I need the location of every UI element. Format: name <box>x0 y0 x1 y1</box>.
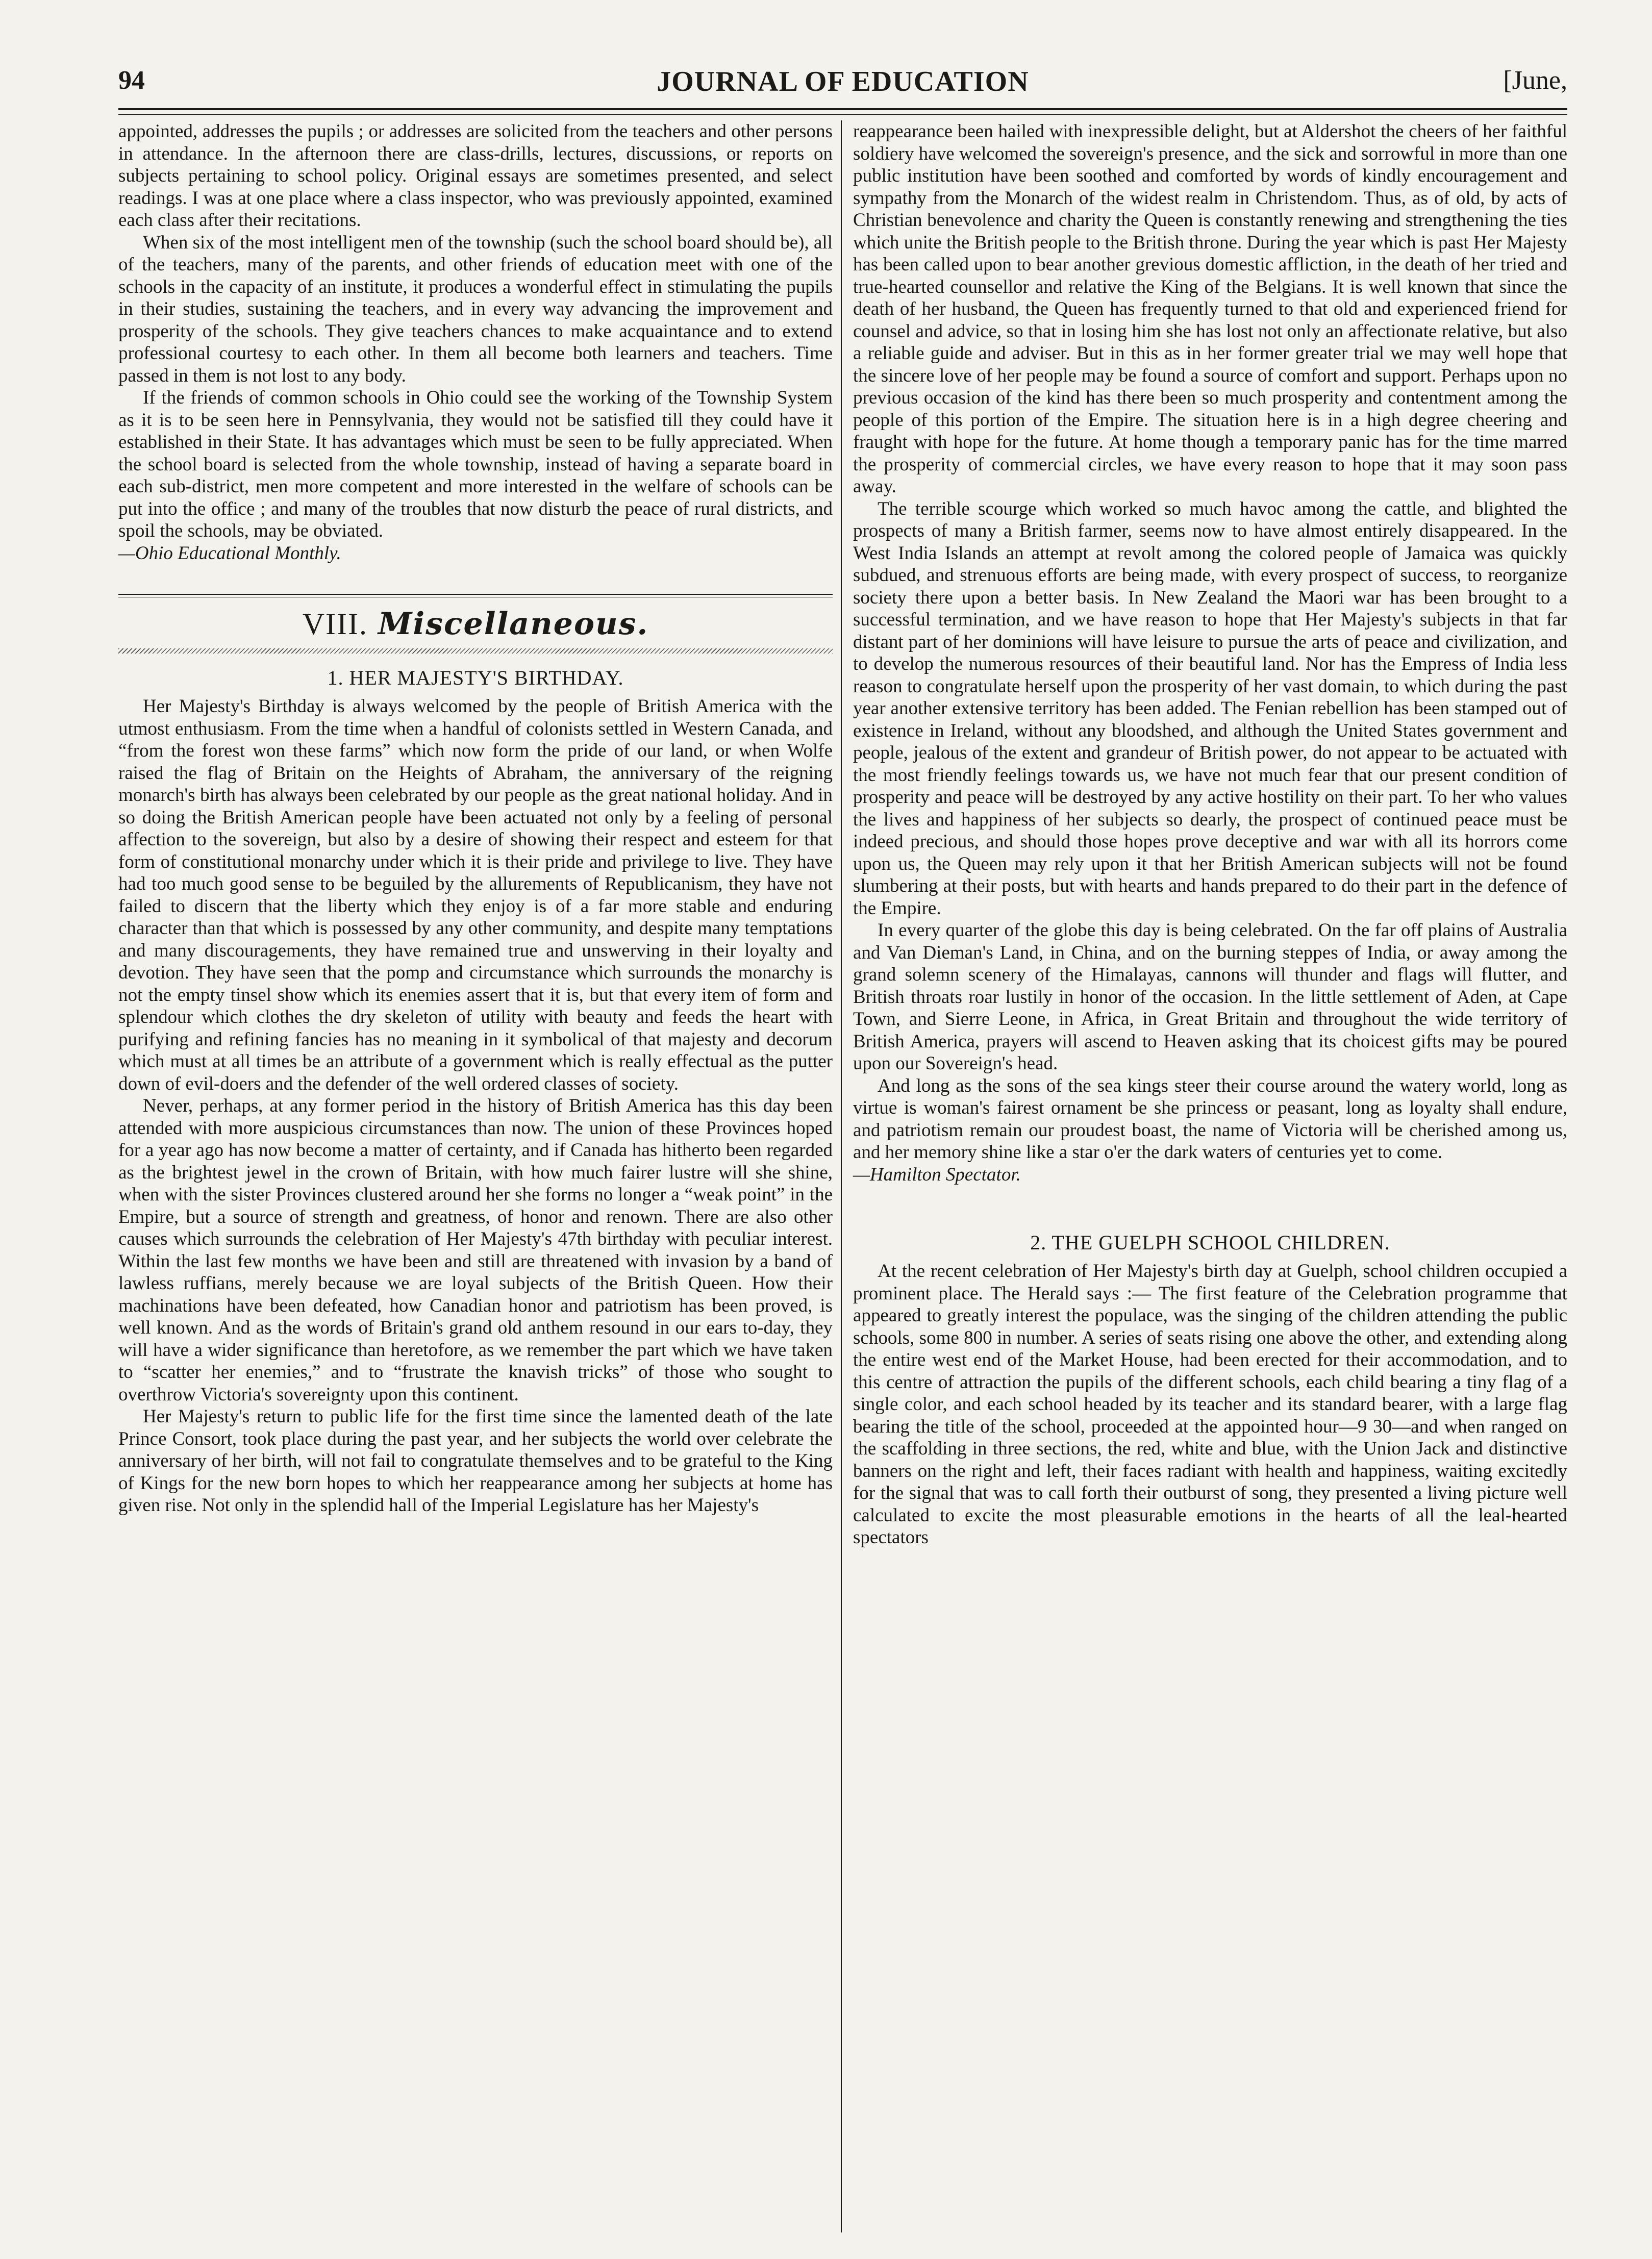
article-paragraph: Her Majesty's Birthday is always welcomed by the people of British America with the utmost enthusiasm. From the time when a handful of colonists settled in Western Canada, and “from the forest won these farms” which now form the pride of our land, or when Wolfe raised the flag of Britain on the Heights of Abraham, the anniversary of the reigning monarch's birth has always been celebrated by our people as the great national holiday. And in so doing the British American people have been actuated not only by a feeling of personal affection to the sovereign, but also by a desire of showing their respect and esteem for that form of constitutional monarchy under which it is their pride and privilege to live. They have had too much good sense to be beguiled by the allurements of Republicanism, they have not failed to discern that the liberty which they enjoy is of a far more stable and enduring character than that which is possessed by any other community, and despite many temptations and many discouragements, they have remained true and unswerving in their loyalty and devotion. They have seen that the pomp and circumstance which surrounds the monarchy is not the empty tinsel show which its enemies assert that it is, but that every item of form and splendour which clothes the dry skeleton of utility with beauty and feeds the heart with purifying and refining fancies has no meaning in it symbolical of that majesty and decorum which must at all times be an attribute of a government which is really effectual as the putter down of evil-doers and the defender of the well ordered classes of society. <box>118 696 833 1094</box>
right-column <box>853 120 1567 1549</box>
section-rule-top <box>118 594 833 595</box>
section-rule-wavy <box>118 648 833 654</box>
article-gap <box>853 1186 1567 1225</box>
article-paragraph: The terrible scourge which worked so much havoc among the cattle, and blighted the prospects of many a British farmer, seems now to have almost entirely disappeared. In the West India Islands an attempt at revolt among the colored people of Jamaica was quickly subdued, and strenuous efforts are being made, with every prospect of success, to reorganize society there upon a better basis. In New Zealand the Maori war has been brought to a successful termination, and we have reason to hope that Her Majesty's subjects in that far distant part of her dominions will have leisure to pursue the arts of peace and civilization, and to develop the numerous resources of their beautiful land. Nor has the Empress of India less reason to congratulate herself upon the prosperity of her vast domain, to which during the past year another extensive territory has been added. The Fenian rebellion has been stamped out of existence in Ireland, without any bloodshed, and although the United States government and people, jealous of the extent and grandeur of British power, do not appear to be actuated with the most friendly feelings towards us, we have not much fear that our present condition of prosperity and peace will be destroyed by any active hostility on their part. To her who values the lives and happiness of her subjects so dearly, the prospect of continued peace must be indeed precious, and should those hopes prove deceptive and war with all its horrors come upon us, the Queen may rely upon it that her British American subjects will not be found slumbering at their posts, but with hearts and hands prepared to do their part in the defence of the Empire. <box>853 498 1567 919</box>
intro-paragraph: If the friends of common schools in Ohio could see the working of the Township System as it is to be seen here in Pennsylvania, they would not be satisfied till they could have it established in their State. It has advantages which must be seen to be fully appreciated. When the school board is selected from the whole township, instead of having a separate board in each sub-district, men more competent and more interested in the welfare of schools can be put into the office ; and many of the troubles that now disturb the peace of rural districts, and spoil the schools, may be obviated. <box>118 387 833 541</box>
header-rule-thin <box>118 114 1567 115</box>
article-paragraph: At the recent celebration of Her Majesty's birth day at Guelph, school children occupied a prominent place. The Herald says :— The first feature of the Celebration programme that appeared to greatly interest the populace, was the singing of the children attending the public schools, some 800 in number. A series of seats rising one above the other, and extending along the entire west end of the Market House, had been erected for their accommodation, and to this centre of attraction the pupils of the different schools, each child bearing a tiny flag of a single color, and each school headed by its teacher and its standard bearer, with a large flag bearing the title of the school, proceeded at the appointed hour—9 30—and when ranged on the scaffolding in three sections, the red, white and blue, with the Union Jack and distinctive banners on the right and left, their faces radiant with health and happiness, waiting excitedly for the signal that was to call forth their outburst of song, they presented a living picture well calculated to excite the most pleasurable emotions in the hearts of all the leal-hearted spectators <box>853 1261 1567 1548</box>
intro-paragraph: appointed, addresses the pupils ; or addresses are solicited from the teachers and other persons in attendance. In the afternoon there are class-drills, lectures, discussions, or reports on subjects pertaining to school policy. Original essays are sometimes presented, and select readings. I was at one place where a class inspector, who was previously appointed, examined each class after their recitations. <box>118 121 833 231</box>
journal-title: JOURNAL OF EDUCATION <box>657 66 1029 97</box>
section-heading <box>118 604 833 644</box>
article-source: —Hamilton Spectator. <box>853 1164 1021 1185</box>
column-divider <box>841 120 842 2232</box>
section-title: Miscellaneous. <box>378 606 649 642</box>
section-number: VIII. <box>302 607 368 641</box>
article-paragraph: In every quarter of the globe this day is being celebrated. On the far off plains of Australia and Van Dieman's Land, in China, and on the burning steppes of India, or away among the grand solemn scenery of the Himalayas, cannons will thunder and flags will flutter, and British throats roar lustily in honor of the occasion. In the little settlement of Aden, at Cape Town, and Sierre Leone, in Africa, in Great Britain and throughout the wide territory of British America, prayers will ascend to Heaven asking that its choicest gifts may be poured upon our Sovereign's head. <box>853 920 1567 1074</box>
left-column <box>118 120 833 1517</box>
running-head <box>118 65 1567 106</box>
article-paragraph: reappearance been hailed with inexpressible delight, but at Aldershot the cheers of her faithful soldiery have welcomed the sovereign's presence, and the sick and sorrowful in more than one public institution have been soothed and comforted by words of kindly encouragement and sympathy from the Monarch of the widest realm in Christendom. Thus, as of old, by acts of Christian benevolence and charity the Queen is constantly renewing and strengthening the ties which unite the British people to the British throne. During the year which is past Her Majesty has been called upon to bear another grevious domestic affliction, in the death of her tried and true-hearted counsellor and relative the King of the Belgians. It is well known that since the death of her husband, the Queen has frequently turned to that old and experienced friend for counsel and advice, so that in losing him she has lost not only an affectionate relative, but also a reliable guide and adviser. But in this as in her former greater trial we may well hope that the sincere love of her people may be found a source of comfort and support. Perhaps upon no previous occasion of the kind has there been so much prosperity and contentment among the people of this portion of the Empire. The situation here is in a high degree cheering and fraught with hope for the future. At home though a temporary panic has for the time marred the prosperity of commercial circles, we have every reason to hope that it may soon pass away. <box>853 121 1567 497</box>
article-paragraph: Never, perhaps, at any former period in the history of British America has this day been attended with more auspicious circumstances than now. The union of these Provinces hoped for a year ago has now become a matter of certainty, and if Canada has hitherto been regarded as the brightest jewel in the crown of Britain, with how much fairer lustre will she shine, when with the sister Provinces clustered around her she forms no longer a “weak point” in the Empire, but a source of strength and greatness, of honor and renown. There are also other causes which surrounds the celebration of Her Majesty's 47th birthday with peculiar interest. Within the last few months we have been and still are threatened with invasion by a band of lawless ruffians, merely because we are loyal subjects of the British Queen. How their machinations have been defeated, how Canadian honor and patriotism has been proved, is well known. And as the words of Britain's grand old anthem resound in our ears to-day, they will have a wider significance than heretofore, as we remember the part which we have taken to “scatter her enemies,” and to “frustrate the knavish tricks” of those who sought to overthrow Victoria's sovereignty upon this continent. <box>118 1095 833 1405</box>
article-paragraph: Her Majesty's return to public life for the first time since the lamented death of the late Prince Consort, took place during the past year, and her subjects the world over celebrate the anniversary of her birth, will not fail to congratulate themselves and to be grateful to the King of Kings for the new born hopes to which her reappearance among her subjects at home has given rise. Not only in the splendid hall of the Imperial Legislature has her Majesty's <box>118 1406 833 1516</box>
header-rule-thick <box>118 108 1567 110</box>
month-label: [June, <box>1503 66 1567 95</box>
intro-source: —Ohio Educational Monthly. <box>118 542 341 564</box>
article-title: 1. HER MAJESTY'S BIRTHDAY. <box>327 666 624 689</box>
article-paragraph: And long as the sons of the sea kings steer their course around the watery world, long as virtue is woman's fairest ornament be she princess or peasant, long as loyalty shall endure, and patriotism remain our proudest boast, the name of Victoria will be cherished among us, and her memory shine like a star o'er the dark waters of centuries yet to come. <box>853 1075 1567 1163</box>
intro-paragraph: When six of the most intelligent men of the township (such the school board should be), all of the teachers, many of the parents, and other friends of education meet with one of the schools in the capacity of an institute, it produces a wonderful effect in stimulating the pupils in their studies, sustaining the teachers, and in every way advancing the improvement and prosperity of the schools. They give teachers chances to make acquaintance and to extend professional courtesy to each other. In them all become both learners and teachers. Time passed in them is not lost to any body. <box>118 232 833 386</box>
article-title: 2. THE GUELPH SCHOOL CHILDREN. <box>1030 1231 1390 1254</box>
page-number: 94 <box>118 66 145 95</box>
